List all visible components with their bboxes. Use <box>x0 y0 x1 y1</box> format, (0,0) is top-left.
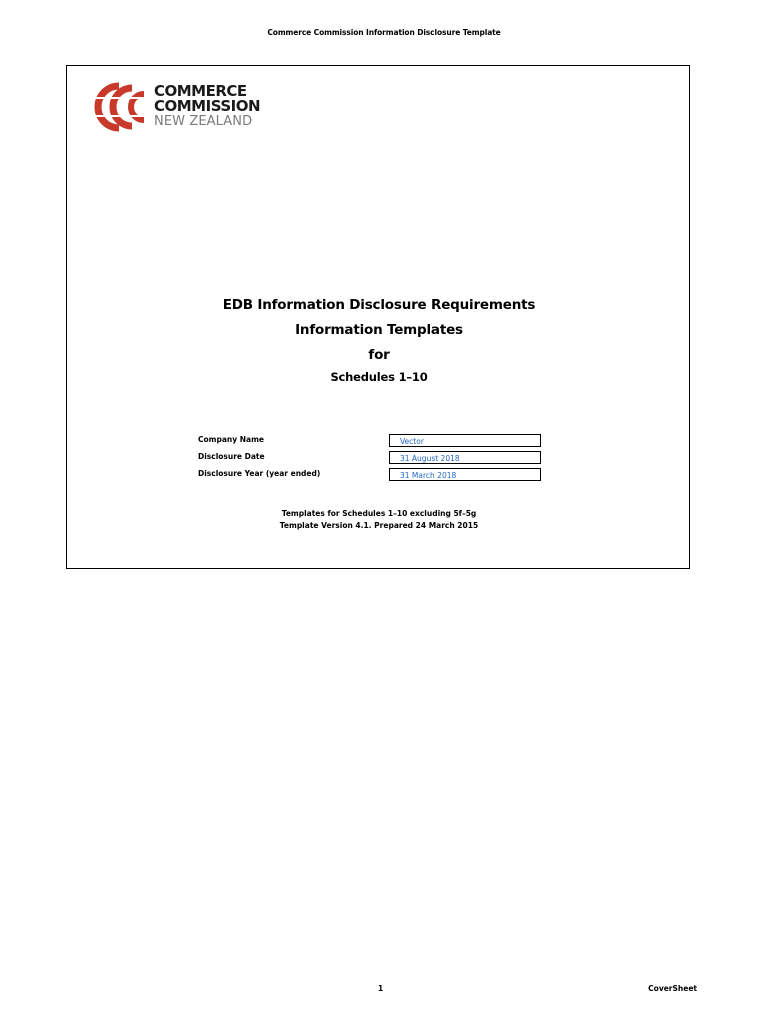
company-name-label: Company Name <box>198 435 264 444</box>
document-title-block <box>67 293 691 386</box>
document-schedules: Schedules 1–10 <box>330 370 428 384</box>
disclosure-date-field[interactable]: 31 August 2018 <box>389 451 541 464</box>
document-subtitle: Information Templates <box>295 322 463 338</box>
document-title-for: for <box>368 347 390 363</box>
commerce-commission-logo-mark-icon <box>92 80 154 134</box>
template-scope-note: Templates for Schedules 1–10 excluding 5f–5g <box>281 509 477 518</box>
document-title: EDB Information Disclosure Requirements <box>222 297 536 313</box>
logo-line-commission: COMMISSION <box>154 97 261 115</box>
disclosure-year-field[interactable]: 31 March 2018 <box>389 468 541 481</box>
company-name-field[interactable]: Vector <box>389 434 541 447</box>
disclosure-year-label: Disclosure Year (year ended) <box>198 469 321 478</box>
disclosure-year-row <box>198 468 558 485</box>
company-name-row <box>198 434 558 451</box>
cover-sheet-frame <box>66 65 690 569</box>
disclosure-fields <box>198 434 558 485</box>
template-notes <box>67 508 691 532</box>
page-header-title: Commerce Commission Information Disclosure Template <box>267 28 501 37</box>
logo-wordmark <box>154 84 260 129</box>
page-number: 1 <box>378 984 384 993</box>
disclosure-date-label: Disclosure Date <box>198 452 265 461</box>
logo-line-new-zealand: NEW ZEALAND <box>154 114 253 129</box>
logo-line-commerce: COMMERCE <box>154 82 247 100</box>
disclosure-date-row <box>198 451 558 468</box>
template-version-note: Template Version 4.1. Prepared 24 March 2015 <box>279 521 479 530</box>
sheet-name: CoverSheet <box>648 984 697 993</box>
commerce-commission-logo <box>92 80 272 134</box>
